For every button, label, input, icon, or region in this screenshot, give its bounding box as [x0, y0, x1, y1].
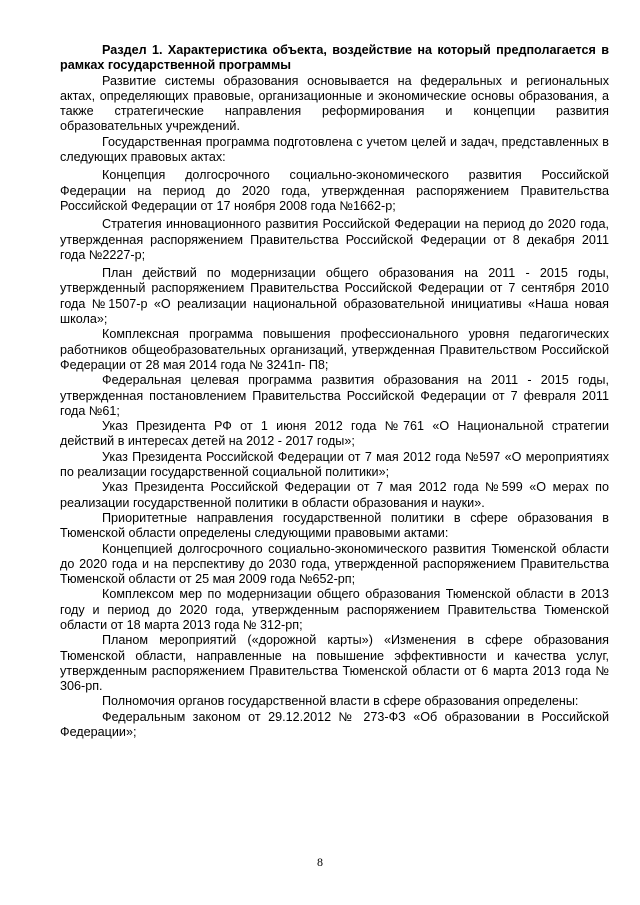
document-page	[60, 43, 609, 740]
paragraph: Указ Президента Российской Федерации от 7 мая 2012 года №599 «О мерах по реализации государственной политики в области образования и науки».	[60, 480, 609, 510]
paragraph: Федеральным законом от 29.12.2012 № 273-ФЗ «Об образовании в Российской Федерации»;	[60, 709, 609, 740]
paragraph: План действий по модернизации общего образования на 2011 - 2015 годы, утвержденный распоряжением Правительства Российской Федерации от 7 сентября 2010 года №1507-р «О реализации национальной образовательной инициативы «Наша новая школа»;	[60, 266, 609, 327]
paragraph: Полномочия органов государственной власти в сфере образования определены:	[102, 694, 579, 709]
paragraph: Планом мероприятий («дорожной карты») «Изменения в сфере образования Тюменской области, направленные на повышение эффективности и качества услуг, утвержденным распоряжением Правительства Тюменской области от 6 марта 2013 года № 306-рп.	[60, 633, 609, 694]
paragraph: Государственная программа подготовлена с учетом целей и задач, представленных в следующих правовых актах:	[60, 134, 609, 165]
paragraph: Федеральная целевая программа развития образования на 2011 - 2015 годы, утвержденная постановлением Правительства Российской Федерации от 7 февраля 2011 года №61;	[60, 373, 609, 418]
paragraph: Указ Президента РФ от 1 июня 2012 года №761 «О Национальной стратегии действий в интересах детей на 2012 - 2017 годы»;	[60, 419, 609, 449]
paragraph: Концепцией долгосрочного социально-экономического развития Тюменской области до 2020 года и на перспективу до 2030 года, утвержденной распоряжением Правительства Тюменской области от 25 мая 2009 года №652-рп;	[60, 541, 609, 587]
paragraph: Приоритетные направления государственной политики в сфере образования в Тюменской области определены следующими правовыми актами:	[60, 510, 609, 541]
paragraph: Комплексом мер по модернизации общего образования Тюменской области в 2013 году и период до 2020 года, утвержденным распоряжением Правительства Тюменской области от 18 марта 2013 года № 312-рп;	[60, 587, 609, 632]
page-number: 8	[317, 855, 323, 869]
section-heading: Раздел 1. Характеристика объекта, воздействие на который предполагается в рамках государственной программы	[60, 43, 609, 73]
paragraph: Стратегия инновационного развития Российской Федерации на период до 2020 года, утвержденная распоряжением Правительства Российской Федерации от 8 декабря 2011 года №2227-р;	[60, 217, 609, 262]
paragraph: Развитие системы образования основывается на федеральных и региональных актах, определяющих правовые, организационные и экономические основы образования, а также стратегические направления реформирования и концепции развития образовательных учреждений.	[60, 73, 609, 134]
paragraph: Указ Президента Российской Федерации от 7 мая 2012 года №597 «О мероприятиях по реализации государственной социальной политики»;	[60, 449, 609, 480]
paragraph: Концепция долгосрочного социально-экономического развития Российской Федерации на период до 2020 года, утвержденная распоряжением Правительства Российской Федерации от 17 ноября 2008 года №1662-р;	[60, 168, 609, 213]
paragraph: Комплексная программа повышения профессионального уровня педагогических работников общеобразовательных организаций, утвержденная Правительством Российской Федерации от 28 мая 2014 года № 3241п- П8;	[60, 327, 609, 372]
